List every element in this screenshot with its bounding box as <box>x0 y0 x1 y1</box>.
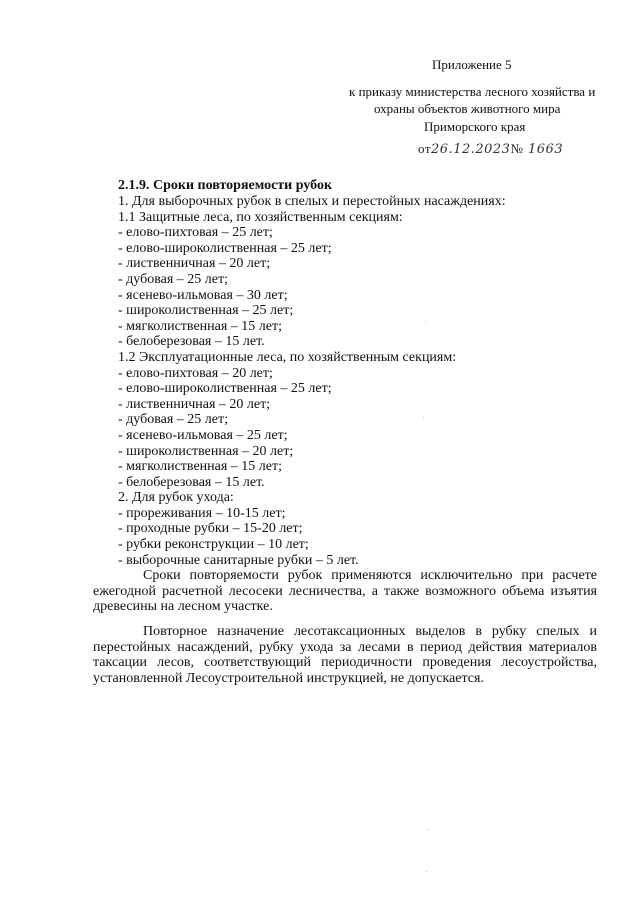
section-line: - мягколиственная – 15 лет; <box>118 318 283 334</box>
section-line: - елово-пихтовая – 25 лет; <box>118 225 273 241</box>
scan-speck <box>427 829 428 830</box>
annex-order-line: к приказу министерства лесного хозяйства и <box>349 84 596 99</box>
section-line: 2. Для рубок ухода: <box>118 490 234 506</box>
scan-speck <box>425 321 426 322</box>
order-date-line <box>418 141 563 157</box>
section-line: - елово-широколиственная – 25 лет; <box>118 381 332 397</box>
paragraph: Сроки повторяемости рубок применяются исключительно при расчете ежегодной расчетной лесосеки лесничества, а также возможного объема изъятия древесины на лесном участке. <box>93 568 597 615</box>
section-title: 2.1.9. Сроки повторяемости рубок <box>118 178 333 193</box>
section-line: - белоберезовая – 15 лет. <box>118 334 265 350</box>
section-lines <box>93 194 597 568</box>
section-line: - белоберезовая – 15 лет. <box>118 474 265 490</box>
annex-title: Приложение 5 <box>432 57 512 72</box>
annex-ministry-line: охраны объектов животного мира <box>374 101 561 116</box>
order-date-value: 26.12.2023 <box>431 142 511 157</box>
order-number-value: 1663 <box>528 142 564 157</box>
section-line: - широколиственная – 20 лет; <box>118 443 294 459</box>
section-line: 1.2 Эксплуатационные леса, по хозяйственным секциям: <box>118 349 457 365</box>
scan-speck <box>426 871 427 872</box>
order-number-prefix: № <box>510 141 524 156</box>
annex-region-line: Приморского края <box>424 119 526 134</box>
order-date-prefix: от <box>418 141 432 156</box>
paragraph: Повторное назначение лесотаксационных выделов в рубку спелых и перестойных насаждений, рубку ухода за лесами в период действия материалов таксации лесов, соответствующий периодичности проведения лесоустройства, установленной Лесоустроительной инструкцией, не допускается. <box>93 624 597 686</box>
section-line: - елово-пихтовая – 20 лет; <box>118 365 273 381</box>
section-line: - лиственничная – 20 лет; <box>118 396 271 412</box>
scan-speck <box>423 417 424 418</box>
section-line: - елово-широколиственная – 25 лет; <box>118 240 332 256</box>
section-content <box>93 178 597 686</box>
section-line: - выборочные санитарные рубки – 5 лет. <box>118 552 359 568</box>
section-line: - дубовая – 25 лет; <box>118 271 229 287</box>
section-line: 1.1 Защитные леса, по хозяйственным секциям: <box>118 209 403 225</box>
section-line: - дубовая – 25 лет; <box>118 412 229 428</box>
section-line: - рубки реконструкции – 10 лет; <box>118 537 309 553</box>
section-line: - широколиственная – 25 лет; <box>118 303 294 319</box>
section-line: - мягколиственная – 15 лет; <box>118 459 283 475</box>
section-line: 1. Для выборочных рубок в спелых и перестойных насаждениях: <box>118 194 506 209</box>
section-line: - лиственничная – 20 лет; <box>118 256 271 272</box>
section-line: - ясенево-ильмовая – 25 лет; <box>118 427 288 443</box>
section-line: - проходные рубки – 15-20 лет; <box>118 521 303 537</box>
section-line: - ясенево-ильмовая – 30 лет; <box>118 287 288 303</box>
section-line: - прореживания – 10-15 лет; <box>118 505 286 521</box>
